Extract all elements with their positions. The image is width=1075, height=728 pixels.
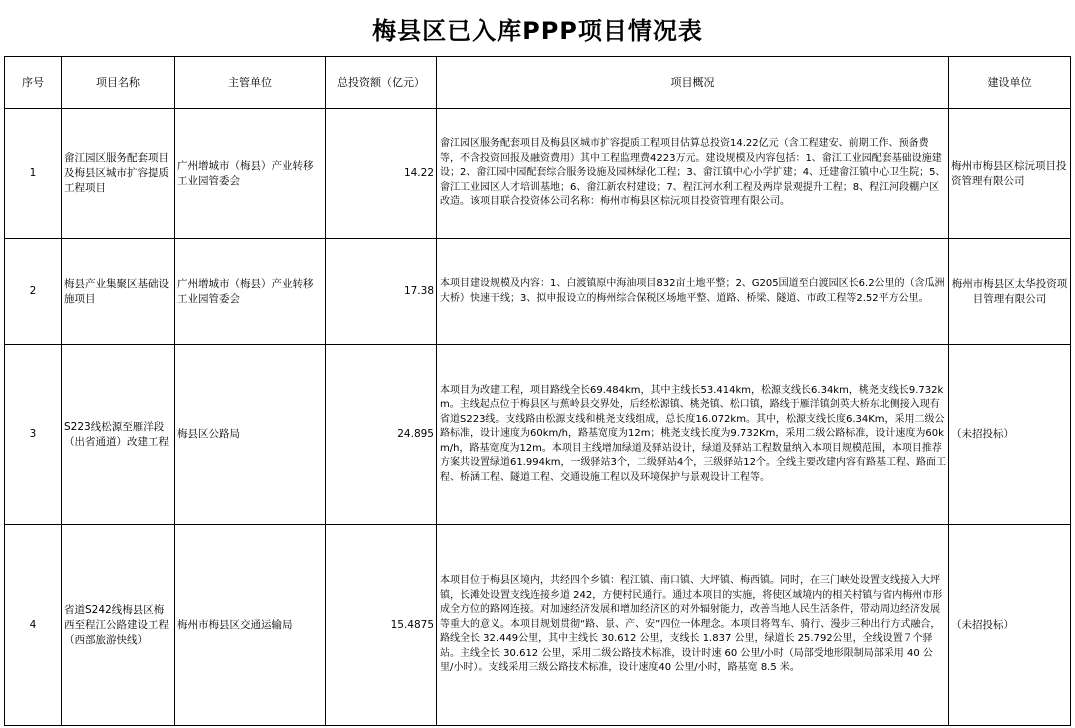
cell-seq[interactable]: 3 [5,345,62,525]
cell-summary[interactable]: 畲江园区服务配套项目及梅县区城市扩容提质工程项目估算总投资14.22亿元（含工程建安、前期工作、预备费等，不含投资回报及融资费用）其中工程监理费4223万元。建设规模及内容包括：1、畲江工业园配套基础设施建设；2、畲江园中园配套综合服务设施及园林绿化工程；3、畲江镇中心小学扩建；4、迁建畲江镇中心卫生院；5、畲江工业园区人才培训基地；6、畲江新农村建设；7、程江河水利工程及两岸景观提升工程；8、程江河段棚户区改造。该项目联合投资体公司名称：梅州市梅县区棕沅项目投资管理有限公司。 [437,109,949,239]
cell-name[interactable]: 畲江园区服务配套项目及梅县区城市扩容提质工程项目 [62,109,175,239]
header-name: 项目名称 [62,57,175,109]
cell-seq[interactable]: 2 [5,239,62,345]
cell-builder[interactable]: （未招投标） [949,525,1071,726]
cell-builder[interactable]: （未招投标） [949,345,1071,525]
header-row [5,57,1071,109]
cell-seq[interactable]: 1 [5,109,62,239]
cell-invest[interactable]: 14.22 [326,109,437,239]
sheet-title: 梅县区已入库PPP项目情况表 [372,16,703,45]
cell-dept[interactable]: 广州增城市（梅县）产业转移工业园管委会 [175,109,326,239]
table-row [5,109,1071,239]
cell-dept[interactable]: 广州增城市（梅县）产业转移工业园管委会 [175,239,326,345]
header-seq: 序号 [5,57,62,109]
cell-seq[interactable]: 4 [5,525,62,726]
header-summary: 项目概况 [437,57,949,109]
cell-name[interactable]: 梅县产业集聚区基础设施项目 [62,239,175,345]
table-row [5,345,1071,525]
header-dept: 主管单位 [175,57,326,109]
cell-summary[interactable]: 本项目为改建工程，项目路线全长69.484km，其中主线长53.414km，松源支线长6.34km，桃尧支线长9.732km。主线起点位于梅县区与蕉岭县交界处，后经松源镇、桃尧镇、松口镇，路线于雁洋镇剑英大桥东北侧接入现有省道S223线。支线路由松源支线和桃尧支线组成，总长度16.072km。其中，松源支线长度6.34Km，采用二级公路标准，设计速度为60km/h，路基宽度为12m；桃尧支线长度为9.732Km，采用二级公路标准，设计速度为60km/h，路基宽度为12m。本项目主线增加绿道及驿站设计，绿道及驿站工程数量纳入本项目规模范围，本项目推荐方案共设置绿道61.994km，一级驿站3个，二级驿站4个，三级驿站12个。全线主要改建内容有路基工程、路面工程、桥涵工程、隧道工程、交通设施工程以及环境保护与景观设计工程等。 [437,345,949,525]
cell-invest[interactable]: 24.895 [326,345,437,525]
cell-name[interactable]: S223线松源至雁洋段（出省通道）改建工程 [62,345,175,525]
cell-dept[interactable]: 梅州市梅县区交通运输局 [175,525,326,726]
table-row [5,239,1071,345]
table-row [5,525,1071,726]
cell-dept[interactable]: 梅县区公路局 [175,345,326,525]
cell-builder[interactable]: 梅州市梅县区棕沅项目投资管理有限公司 [949,109,1071,239]
project-table [4,56,1071,726]
header-builder: 建设单位 [949,57,1071,109]
cell-name[interactable]: 省道S242线梅县区梅西至程江公路建设工程（西部旅游快线） [62,525,175,726]
cell-invest[interactable]: 17.38 [326,239,437,345]
header-invest: 总投资额（亿元） [326,57,437,109]
cell-builder[interactable]: 梅州市梅县区太华投资项目管理有限公司 [949,239,1071,345]
cell-invest[interactable]: 15.4875 [326,525,437,726]
cell-summary[interactable]: 本项目位于梅县区境内，共经四个乡镇：程江镇、南口镇、大坪镇、梅西镇。同时，在三门峡处设置支线接入大坪镇，长滩处设置支线连接乡道 242，方便村民通行。通过本项目的实施，将使区域境内的相关村镇与省内梅州市形成全方位的路网连接。对加速经济发展和增加经济区的对外辐射能力，改善当地人民生活条件，带动周边经济发展等重大的意义。本项目规划贯彻“路、景、产、安”四位一体理念。本项目将驾车、骑行、漫步三种出行方式融合，路线全长 32.449公里，其中主线长 30.612 公里，支线长 1.837 公里，绿道长 25.792公里，全线设置７个驿站。主线全长 30.612 公里，采用二级公路技术标准，设计时速 60 公里/小时（局部受地形限制局部采用 40 公里/小时）。支线采用三级公路技术标准，设计速度40 公里/小时，路基宽 8.5 米。 [437,525,949,726]
cell-summary[interactable]: 本项目建设规模及内容：1、白渡镇原中海油项目832亩土地平整；2、G205国道至白渡园区长6.2公里的（含瓜洲大桥）快速干线；3、拟申报设立的梅州综合保税区场地平整、道路、桥梁、隧道、市政工程等2.52平方公里。 [437,239,949,345]
